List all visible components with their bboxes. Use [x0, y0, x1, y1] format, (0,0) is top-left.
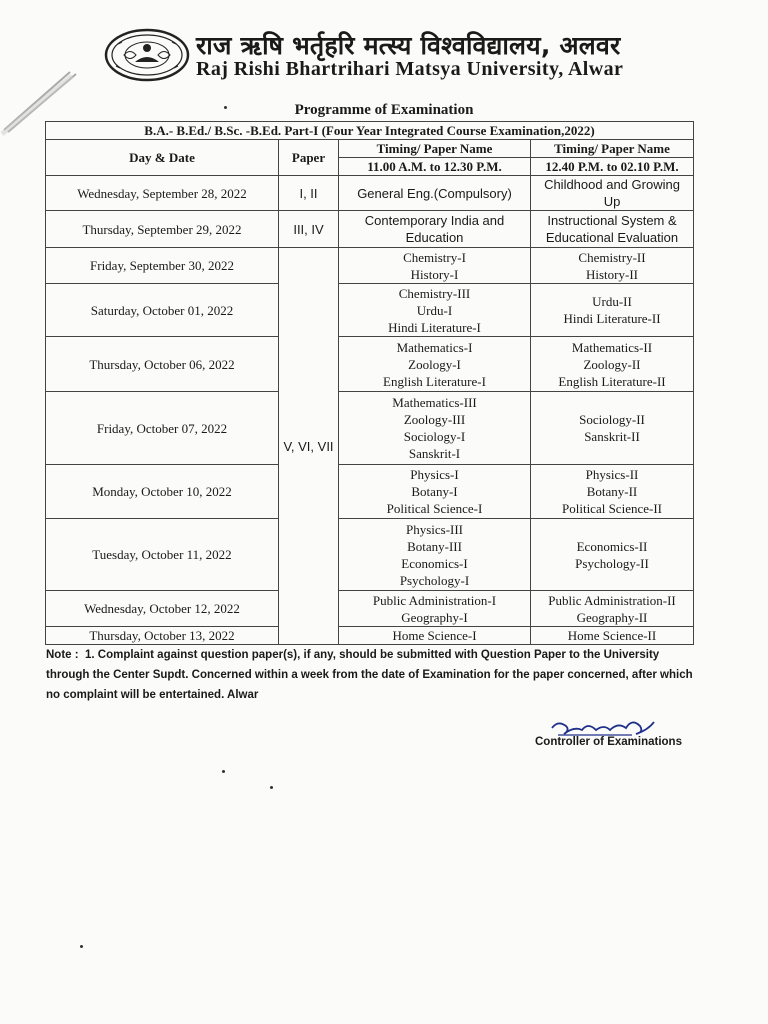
subject: Psychology-I: [399, 572, 470, 588]
complaint-note: [46, 645, 696, 705]
subject: Mathematics-III: [392, 395, 477, 410]
table-row: [46, 591, 694, 627]
subject: Sanskrit-II: [584, 429, 640, 444]
row-session2: [531, 465, 694, 519]
table-caption: B.A.- B.Ed./ B.Sc. -B.Ed. Part-I (Four Year Integrated Course Examination,2022): [46, 122, 694, 140]
subject: General Eng.(Compulsory): [357, 185, 512, 201]
subject: History-I: [410, 266, 459, 282]
subject: History-II: [586, 266, 638, 282]
table-row: [46, 337, 694, 392]
header-session1-label: Timing/ Paper Name: [339, 140, 531, 158]
row-session2: [531, 519, 694, 591]
subject: Economics-II: [576, 538, 648, 554]
row-session2: [531, 337, 694, 392]
note-text: 1. Complaint against question paper(s), if any, should be submitted with Question Paper to the University through the Center Supdt. Concerned within a week from the date of Examination for the paper concerned, after which no complaint will be entertained. Alwar: [46, 649, 693, 701]
row-date: Friday, September 30, 2022: [46, 248, 279, 284]
university-name-english: Raj Rishi Bhartrihari Matsya University, Alwar: [196, 58, 624, 80]
table-row: [46, 176, 694, 211]
subject: Geography-I: [401, 609, 468, 625]
subject: Sociology-I: [403, 429, 466, 444]
row-session1: [339, 337, 531, 392]
row-session1: [339, 284, 531, 337]
header-session2-label: Timing/ Paper Name: [531, 140, 694, 158]
scan-speck: [80, 945, 83, 948]
subject: Instructional System &: [547, 213, 677, 228]
table-row: [46, 519, 694, 591]
subject: Zoology-III: [403, 412, 466, 427]
row-session2: [531, 248, 694, 284]
subject: Chemistry-I: [403, 249, 466, 265]
subject: Hindi Literature-II: [563, 311, 661, 326]
row-date: Thursday, October 06, 2022: [46, 337, 279, 392]
scan-speck: [270, 786, 273, 789]
subject: English Literature-II: [558, 373, 666, 389]
row-session1: [339, 176, 531, 211]
row-date: Thursday, September 29, 2022: [46, 211, 279, 248]
subject: Zoology-I: [408, 356, 461, 372]
subject: Sanskrit-I: [408, 446, 461, 461]
row-paper: V, VI, VII: [279, 248, 339, 645]
subject: Contemporary India and: [364, 213, 505, 228]
subject: Political Science-I: [386, 501, 483, 516]
subject: Botany-II: [586, 484, 638, 499]
header-session1-time: 11.00 A.M. to 12.30 P.M.: [339, 158, 531, 176]
subject: Childhood and Growing Up: [544, 177, 680, 209]
table-caption-row: [46, 122, 694, 140]
row-session2: [531, 284, 694, 337]
subject: Public Administration-II: [548, 592, 676, 608]
subject: Home Science-I: [392, 628, 477, 643]
subject: Botany-I: [411, 484, 458, 499]
subject: Political Science-II: [562, 501, 662, 516]
note-label: Note :: [46, 649, 79, 661]
row-date: Monday, October 10, 2022: [46, 465, 279, 519]
table-row: [46, 248, 694, 284]
subject: Chemistry-III: [398, 285, 471, 301]
subject: English Literature-I: [383, 373, 486, 389]
row-session1: [339, 465, 531, 519]
row-session2: [531, 211, 694, 248]
row-session1: [339, 519, 531, 591]
row-date: Tuesday, October 11, 2022: [46, 519, 279, 591]
university-name-hindi: राज ऋषि भर्तृहरि मत्स्य विश्वविद्यालय, अलवर: [196, 31, 621, 60]
header-session2-time: 12.40 P.M. to 02.10 P.M.: [531, 158, 694, 176]
row-session2: [531, 627, 694, 645]
row-session1: [339, 627, 531, 645]
subject: Education: [405, 230, 464, 245]
examination-schedule-table: [45, 121, 694, 645]
row-session1: [339, 211, 531, 248]
row-session2: [531, 392, 694, 465]
university-seal-icon: [104, 28, 190, 82]
subject: Mathematics-I: [396, 339, 473, 355]
scan-speck: [222, 770, 225, 773]
subject: Mathematics-II: [571, 339, 653, 355]
row-paper: III, IV: [279, 211, 339, 248]
row-session1: [339, 248, 531, 284]
row-date: Thursday, October 13, 2022: [46, 627, 279, 645]
subject: Zoology-II: [583, 356, 641, 372]
table-row: [46, 627, 694, 645]
subject: Urdu-I: [416, 302, 453, 318]
subject: Physics-II: [585, 467, 639, 482]
row-session1: [339, 392, 531, 465]
programme-title: Programme of Examination: [294, 102, 474, 118]
row-session2: [531, 176, 694, 211]
document-header: [104, 26, 714, 84]
row-date: Friday, October 07, 2022: [46, 392, 279, 465]
table-row: [46, 465, 694, 519]
row-session2: [531, 591, 694, 627]
table-row: [46, 211, 694, 248]
subject: Psychology-II: [575, 555, 649, 571]
subject: Physics-I: [410, 467, 459, 482]
row-session1: [339, 591, 531, 627]
row-date: Wednesday, September 28, 2022: [46, 176, 279, 211]
subject: Sociology-II: [579, 412, 645, 427]
subject: Geography-II: [576, 609, 648, 625]
scan-speck: [224, 106, 227, 109]
row-date: Saturday, October 01, 2022: [46, 284, 279, 337]
subject: Economics-I: [401, 555, 468, 571]
row-date: Wednesday, October 12, 2022: [46, 591, 279, 627]
subject: Public Administration-I: [372, 592, 497, 608]
header-day-date: Day & Date: [46, 140, 279, 176]
subject: Urdu-II: [592, 294, 632, 309]
subject: Hindi Literature-I: [388, 319, 481, 335]
subject: Educational Evaluation: [545, 230, 679, 245]
subject: Chemistry-II: [578, 249, 646, 265]
row-paper: I, II: [279, 176, 339, 211]
subject: Physics-III: [405, 521, 464, 537]
signatory-title: Controller of Examinations: [535, 736, 682, 748]
table-header-row: [46, 140, 694, 158]
table-row: [46, 392, 694, 465]
subject: Botany-III: [407, 538, 462, 554]
header-paper: Paper: [279, 140, 339, 176]
subject: Home Science-II: [567, 628, 657, 643]
table-row: [46, 284, 694, 337]
